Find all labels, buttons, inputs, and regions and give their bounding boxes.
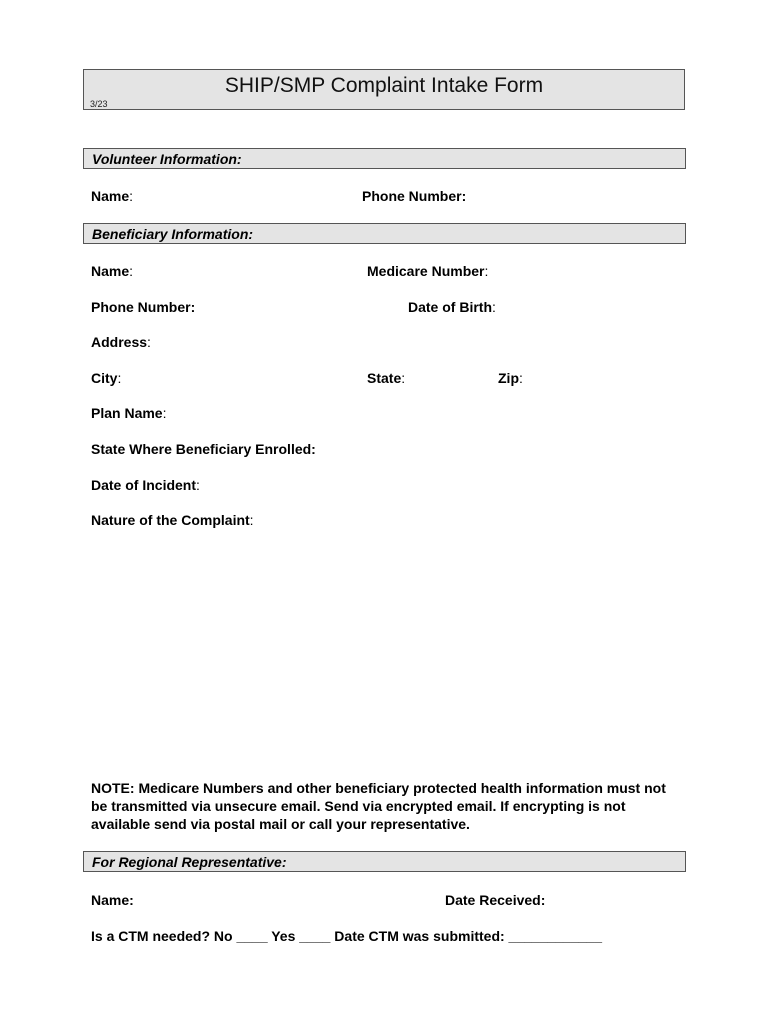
volunteer-name-field: Name:	[91, 188, 134, 204]
form-title-box	[83, 69, 685, 110]
complaint-nature-field: Nature of the Complaint:	[91, 512, 254, 528]
city-label: City	[91, 370, 118, 386]
volunteer-phone-field	[362, 188, 466, 204]
beneficiary-section-header	[83, 223, 686, 244]
address-label: Address	[91, 334, 148, 350]
volunteer-section-header	[83, 148, 686, 169]
beneficiary-phone-label: Phone Number:	[91, 299, 196, 315]
volunteer-name-label: Name	[91, 188, 130, 204]
regional-name-field	[91, 892, 134, 908]
zip-label: Zip	[498, 370, 519, 386]
complaint-nature-label: Nature of the Complaint	[91, 512, 250, 528]
zip-field: Zip:	[498, 370, 523, 386]
privacy-note: NOTE: Medicare Numbers and other beneficiary protected health information must not be transmitted via unsecure email. Send via encrypted email. If encrypting is not available send via postal mail or call your representative.	[91, 780, 666, 832]
medicare-number-field: Medicare Number:	[367, 263, 489, 279]
beneficiary-name-label: Name	[91, 263, 130, 279]
volunteer-phone-label: Phone Number:	[362, 188, 467, 204]
medicare-number-label: Medicare Number	[367, 263, 485, 279]
date-received-label: Date Received:	[445, 892, 546, 908]
date-of-birth-field: Date of Birth:	[408, 299, 496, 315]
regional-section-title: For Regional Representative:	[92, 854, 287, 870]
ctm-line: Is a CTM needed? No ____ Yes ____ Date CTM was submitted: ____________	[91, 928, 602, 944]
state-enrolled-field	[91, 441, 316, 457]
beneficiary-name-field: Name:	[91, 263, 134, 279]
form-title: SHIP/SMP Complaint Intake Form	[224, 74, 544, 97]
state-field: State:	[367, 370, 406, 386]
volunteer-section-title: Volunteer Information:	[92, 151, 242, 167]
date-of-birth-label: Date of Birth	[408, 299, 492, 315]
regional-name-label: Name:	[91, 892, 134, 908]
incident-date-label: Date of Incident	[91, 477, 197, 493]
date-received-field	[445, 892, 545, 908]
plan-name-label: Plan Name	[91, 405, 163, 421]
incident-date-field: Date of Incident:	[91, 477, 200, 493]
plan-name-field: Plan Name:	[91, 405, 167, 421]
city-field: City:	[91, 370, 122, 386]
state-label: State	[367, 370, 402, 386]
beneficiary-phone-field	[91, 299, 195, 315]
beneficiary-section-title: Beneficiary Information:	[92, 226, 254, 242]
address-field: Address:	[91, 334, 151, 350]
form-revision: 3/23	[90, 99, 108, 109]
regional-section-header	[83, 851, 686, 872]
state-enrolled-label: State Where Beneficiary Enrolled:	[91, 441, 316, 457]
